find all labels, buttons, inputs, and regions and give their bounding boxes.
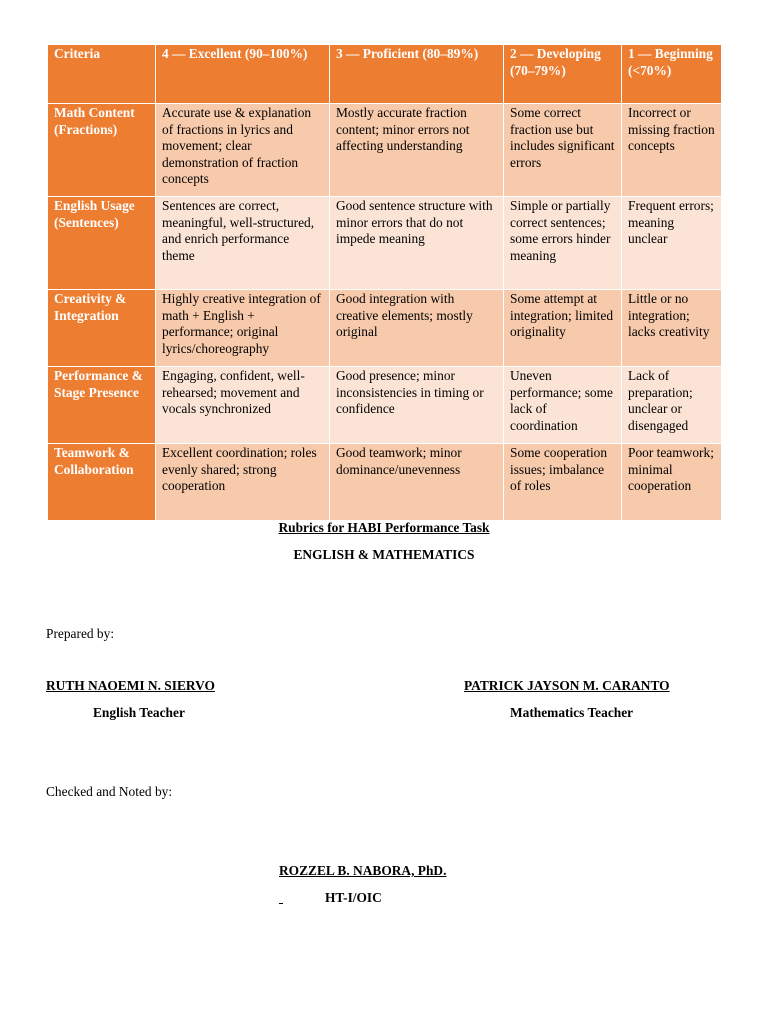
beginning-cell: Lack of preparation; unclear or disengaged — [622, 367, 722, 444]
math-teacher-name: PATRICK JAYSON M. CARANTO — [464, 678, 670, 693]
document-subtitle: ENGLISH & MATHEMATICS — [293, 547, 475, 562]
math-teacher-role: Mathematics Teacher — [510, 705, 634, 720]
proficient-cell: Good teamwork; minor dominance/unevenness — [330, 444, 504, 521]
checker-name: ROZZEL B. NABORA, PhD. — [279, 863, 447, 878]
criteria-cell: Performance & Stage Presence — [48, 367, 156, 444]
beginning-cell: Little or no integration; lacks creativity — [622, 290, 722, 367]
developing-cell: Simple or partially correct sentences; some errors hinder meaning — [504, 197, 622, 290]
criteria-cell: Math Content (Fractions) — [48, 104, 156, 197]
beginning-cell: Poor teamwork; minimal cooperation — [622, 444, 722, 521]
rubric-row-performance — [48, 367, 722, 444]
excellent-cell: Accurate use & explanation of fractions in lyrics and movement; clear demonstration of fraction concepts — [156, 104, 330, 197]
header-excellent: 4 — Excellent (90–100%) — [156, 45, 330, 104]
proficient-cell: Good presence; minor inconsistencies in timing or confidence — [330, 367, 504, 444]
rubric-row-teamwork — [48, 444, 722, 521]
rubric-row-english-usage — [48, 197, 722, 290]
developing-cell: Uneven performance; some lack of coordination — [504, 367, 622, 444]
rubric-table — [47, 44, 722, 521]
checked-by-label: Checked and Noted by: — [46, 784, 173, 799]
proficient-cell: Good integration with creative elements; mostly original — [330, 290, 504, 367]
excellent-cell: Excellent coordination; roles evenly shared; strong cooperation — [156, 444, 330, 521]
proficient-cell: Mostly accurate fraction content; minor errors not affecting understanding — [330, 104, 504, 197]
english-teacher-name: RUTH NAOEMI N. SIERVO — [46, 678, 215, 693]
document-title: Rubrics for HABI Performance Task — [278, 520, 490, 535]
excellent-cell: Highly creative integration of math + English + performance; original lyrics/choreography — [156, 290, 330, 367]
prepared-by-label: Prepared by: — [46, 626, 115, 641]
checker-role: HT-I/OIC — [325, 890, 382, 905]
rubric-row-math-content — [48, 104, 722, 197]
developing-cell: Some cooperation issues; imbalance of roles — [504, 444, 622, 521]
rubric-row-creativity — [48, 290, 722, 367]
excellent-cell: Engaging, confident, well-rehearsed; movement and vocals synchronized — [156, 367, 330, 444]
header-proficient: 3 — Proficient (80–89%) — [330, 45, 504, 104]
english-teacher-role: English Teacher — [93, 705, 185, 720]
criteria-cell: English Usage (Sentences) — [48, 197, 156, 290]
header-criteria: Criteria — [48, 45, 156, 104]
criteria-cell: Creativity & Integration — [48, 290, 156, 367]
excellent-cell: Sentences are correct, meaningful, well-structured, and enrich performance theme — [156, 197, 330, 290]
signature-underline — [279, 889, 283, 904]
criteria-cell: Teamwork & Collaboration — [48, 444, 156, 521]
beginning-cell: Frequent errors; meaning unclear — [622, 197, 722, 290]
developing-cell: Some correct fraction use but includes significant errors — [504, 104, 622, 197]
developing-cell: Some attempt at integration; limited originality — [504, 290, 622, 367]
header-beginning: 1 — Beginning (<70%) — [622, 45, 722, 104]
proficient-cell: Good sentence structure with minor errors that do not impede meaning — [330, 197, 504, 290]
rubric-header-row — [48, 45, 722, 104]
beginning-cell: Incorrect or missing fraction concepts — [622, 104, 722, 197]
header-developing: 2 — Developing (70–79%) — [504, 45, 622, 104]
